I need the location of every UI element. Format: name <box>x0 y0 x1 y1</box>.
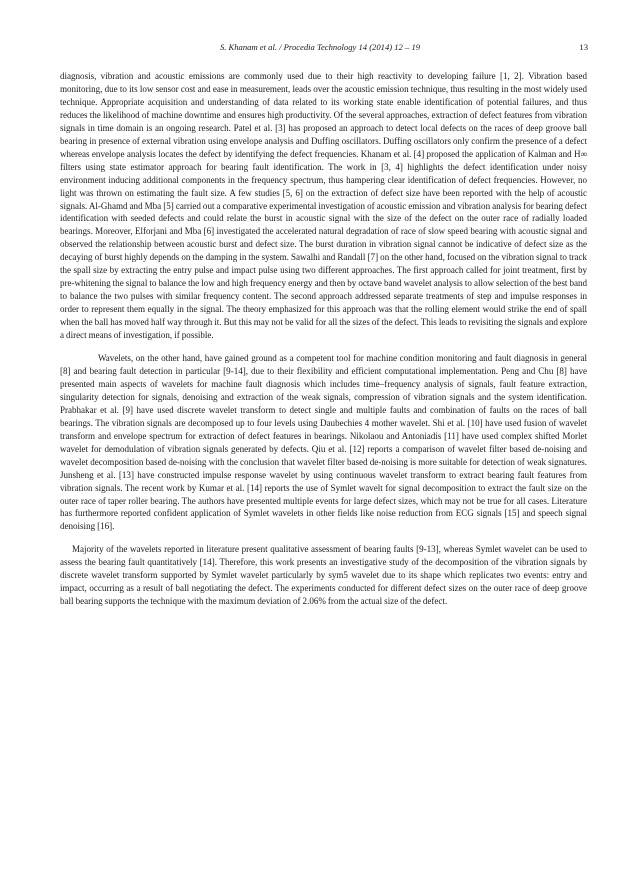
paragraph-intro-continued: diagnosis, vibration and acoustic emissions are commonly used due to their high reactivity to developing failure [1, 2]. Vibration based monitoring, due to its low sensor cost and ease in measurement, leads over the acoustic emission technique, thus resulting in the most widely used technique. Appropriate acquisition and understanding of data related to its working state enable identification of potential failures, and thus reduces the likelihood of machine downtime and ensures high productivity. Of the several approaches, extraction of defect features from vibration signals in time domain is an ongoing research. Patel et al. [3] has proposed an approach to detect local defects on the races of deep groove ball bearing in presence of external vibration using envelope analysis and Duffing oscillators. Duffing oscillators only confirm the presence of a defect whereas envelope analysis locates the defect by identifying the defect frequencies. Khanam et al. [4] proposed the application of Kalman and H∞ filters using state estimator approach for bearing fault identification. The work in [3, 4] highlights the defect identification under noisy environment inducing additional components in the frequency spectrum, thus hampering clear identification of defect frequencies. However, no light was thrown on estimating the fault size. A few studies [5, 6] on the extraction of defect size have been reported with the help of acoustic signals. Al-Ghamd and Mba [5] carried out a comparative experimental investigation of acoustic emission and vibration analysis for bearing defect identification with seeded defects and could relate the burst in acoustic signal with the size of the defect on the outer race of radially loaded bearings. Moreover, Elforjani and Mba [6] investigated the accelerated natural degradation of race of slow speed bearing with acoustic signal and observed the relationship between acoustic burst and defect size. The burst duration in vibration signal cannot be indicative of defect size as the decaying of burst highly depends on the damping in the system. Sawalhi and Randall [7] on the other hand, focused on the vibration signal to track the spall size by extracting the entry pulse and impact pulse using two different approaches. The first approach called for joint treatment, first by pre-whitening the signal to balance the low and high frequency energy and then by octave band wavelet analysis to allow selection of the best band to balance the two pulses with similar frequency content. The second approach addressed separate treatments of step and impulse responses in order to represent them equally in the signal. The theory emphasized for this approach was that the rolling element would strike the end of spall when the ball has moved half way through it. But this may not be valid for all the sizes of the defect. This leads to revisiting the signals and explore a direct means of investigation, if possible. <box>60 71 587 341</box>
paragraph-symlet: Majority of the wavelets reported in literature present qualitative assessment of bearing faults [9-13], whereas Symlet wavelet can be used to assess the bearing fault quantitatively [14]. Therefore, this work presents an investigative study of the decomposition of the vibration signals by discrete wavelet transform supported by Symlet wavelet particularly by sym5 wavelet due to its shape which replicates two events: entry and impact, occurring as a result of ball negotiating the defect. The experiments conducted for different defect sizes on the outer race of deep groove ball bearing supports the technique with the maximum deviation of 2.06% from the actual size of the defect. <box>60 544 587 607</box>
body-text <box>60 70 587 608</box>
paragraph-wavelets: Wavelets, on the other hand, have gained ground as a competent tool for machine condition monitoring and fault diagnosis in general [8] and bearing fault detection in particular [9-14], due to their flexibility and efficient computational implementation. Peng and Chu [8] have presented main aspects of wavelets for machine fault diagnosis which includes time–frequency analysis of signals, fault feature extraction, singularity detection for signals, denoising and extraction of the weak signals, compression of vibration signals and the system identification. Prabhakar et al. [9] have used discrete wavelet transform to detect single and multiple faults and combination of faults on the races of ball bearings. The vibration signals are decomposed up to four levels using Daubechies 4 mother wavelet. Shi et al. [10] have used fusion of wavelet transform and envelope spectrum for extraction of defect features in bearings. Nikolaou and Antoniadis [11] have used complex shifted Morlet wavelet for demodulation of vibration signals generated by defects. Qiu et al. [12] reports a comparison of wavelet filter based de-noising and wavelet decomposition based de-noising with the conclusion that wavelet filter based de-noising is more suitable for detection of weak signatures. Junsheng et al. [13] have constructed impulse response wavelet by using continuous wavelet transform to extract bearing fault features from vibration signals. The recent work by Kumar et al. [14] reports the use of Symlet wavelt for signal decomposition to extract the fault size on the outer race of taper roller bearing. The authors have presented multiple events for large defect sizes, which may not be true for all cases. Literature has furthermore reported confident application of Symlet wavelets in other fields like noise reduction from ECG signals [15] and speech signal denoising [16]. <box>60 353 587 532</box>
page-number: 13 <box>579 42 588 52</box>
running-title: S. Khanam et al. / Procedia Technology 14 (2014) 12 – 19 <box>219 42 421 52</box>
page-header <box>60 42 588 56</box>
